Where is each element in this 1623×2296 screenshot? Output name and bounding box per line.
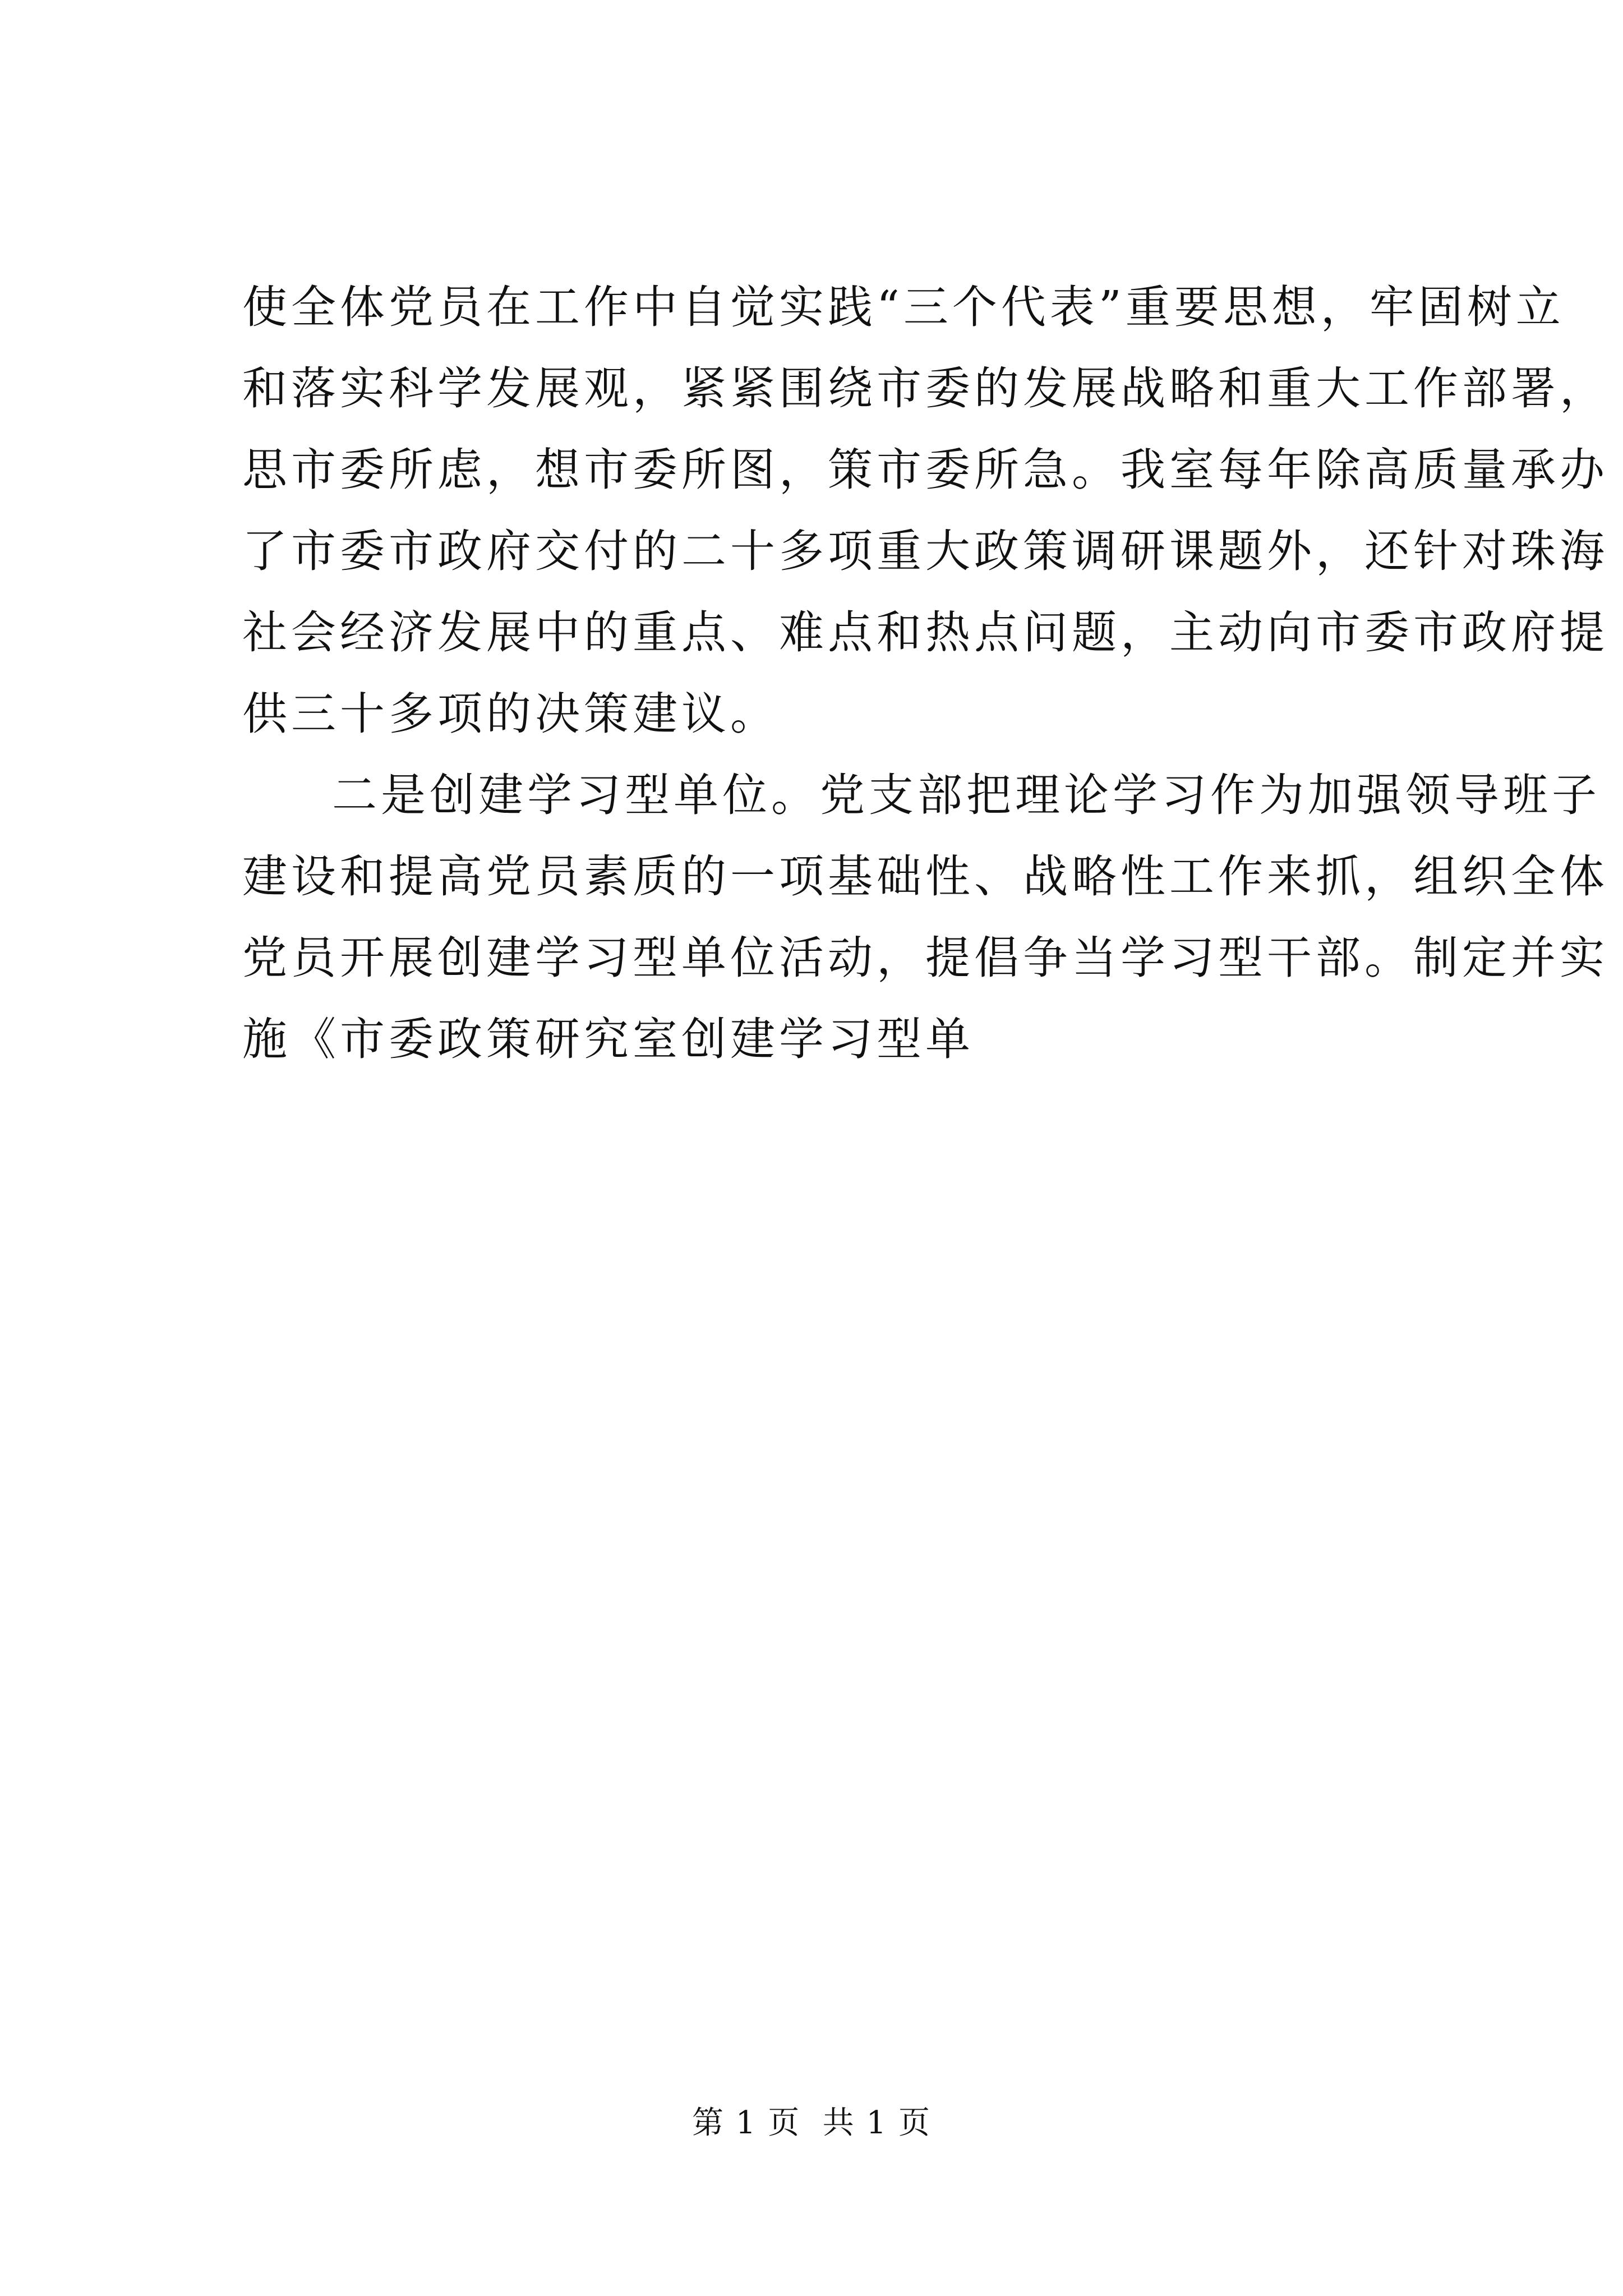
- text-line: 建设和提高党员素质的一项基础性、战略性工作来抓，组织全体: [242, 850, 1608, 903]
- text-line: 使全体党员在工作中自觉实践“三个代表”重要思想，牢固树立: [242, 281, 1565, 333]
- text-line: 了市委市政府交付的二十多项重大政策调研课题外，还针对珠海: [242, 525, 1608, 577]
- text-line: 社会经济发展中的重点、难点和热点问题，主动向市委市政府提: [242, 606, 1608, 659]
- text-line: 施《市委政策研究室创建学习型单: [242, 1013, 974, 1065]
- text-line: 思市委所虑，想市委所图，策市委所急。我室每年除高质量承办: [242, 444, 1608, 496]
- text-line: 和落实科学发展观，紧紧围绕市委的发展战略和重大工作部署，: [242, 362, 1608, 415]
- paragraph-start-line: 二是创建学习型单位。党支部把理论学习作为加强领导班子: [332, 769, 1601, 821]
- text-line: 党员开展创建学习型单位活动，提倡争当学习型干部。制定并实: [242, 932, 1608, 984]
- text-line: 供三十多项的决策建议。: [242, 688, 779, 740]
- document-body: [242, 266, 1608, 1080]
- page-number-footer: 第 1 页 共 1 页: [691, 2105, 932, 2141]
